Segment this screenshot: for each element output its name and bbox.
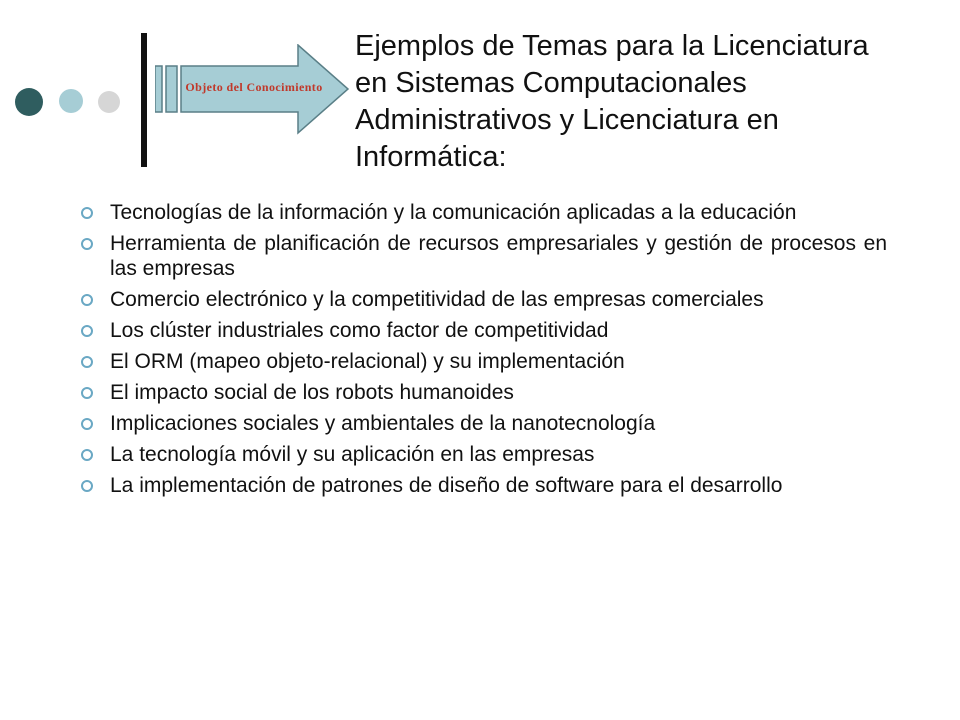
slide-title (355, 28, 940, 176)
topic-text: Los clúster industriales como factor de competitividad (110, 319, 609, 342)
bullet-icon (81, 207, 93, 219)
topic-text: El impacto social de los robots humanoides (110, 381, 514, 404)
decor-dot-gray (98, 91, 120, 113)
topic-text: Comercio electrónico y la competitividad de las empresas comerciales (110, 288, 764, 311)
bullet-icon (81, 449, 93, 461)
title-line: Ejemplos de Temas para la Licenciatura (355, 30, 869, 62)
bullet-icon (81, 238, 93, 250)
bullet-icon (81, 356, 93, 368)
topic-item (80, 442, 887, 467)
bullet-icon (81, 480, 93, 492)
topic-item (80, 473, 887, 498)
topic-item (80, 231, 887, 281)
topic-item (80, 411, 887, 436)
arrow-label: Objeto del Conocimiento (185, 80, 323, 94)
decor-dot-dark (15, 88, 43, 116)
topic-list (80, 200, 887, 504)
decor-vertical-line (141, 33, 147, 167)
bullet-icon (81, 387, 93, 399)
topic-text: Tecnologías de la información y la comunicación aplicadas a la educación (110, 201, 797, 224)
topic-text: Implicaciones sociales y ambientales de la nanotecnología (110, 412, 656, 435)
topic-item (80, 200, 887, 225)
topic-item (80, 349, 887, 374)
topic-item (80, 287, 887, 312)
topic-text: El ORM (mapeo objeto-relacional) y su implementación (110, 350, 625, 373)
topic-text: La implementación de patrones de diseño de software para el desarrollo (110, 474, 783, 497)
topic-item (80, 380, 887, 405)
bullet-icon (81, 418, 93, 430)
bullet-icon (81, 294, 93, 306)
bullet-icon (81, 325, 93, 337)
topic-text: Herramienta de planificación de recursos empresariales y gestión de procesos en las empresas (110, 232, 887, 280)
topic-item (80, 318, 887, 343)
decor-dot-light-blue (59, 89, 83, 113)
title-line: Informática: (355, 141, 507, 173)
topic-text: La tecnología móvil y su aplicación en las empresas (110, 443, 595, 466)
title-line: en Sistemas Computacionales (355, 67, 747, 99)
title-line: Administrativos y Licenciatura en (355, 104, 779, 136)
